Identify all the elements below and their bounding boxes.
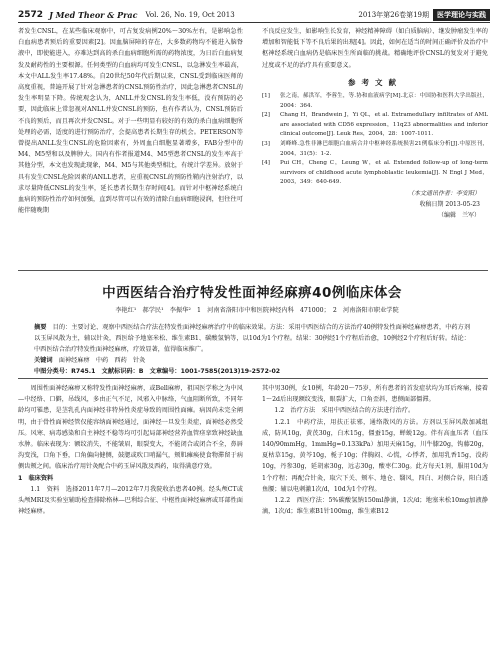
- reference-item: [4] Pui CH，Cheng C，Leung W，et al. Extended follow-up of long-term survivors of childhood acute lymphoblastic leukemia[J]. N Engl J Med，2003，349：640-649.: [262, 160, 488, 186]
- section-heading: 1 临床资料: [18, 474, 54, 482]
- article-authors: 李艳红¹ 郝学民¹ 李振华² 1 河南省洛阳市中和医院神经内科 471000； 2 河南洛阳市职业学院: [115, 307, 399, 314]
- abstract-block: [34, 322, 470, 377]
- references-heading: 参考文献: [348, 77, 402, 87]
- body-paragraph: 者发生CNSL，在某些临床观察中，可占复发病例20%～30%左右，是影响急性白血病患者预后的重要因素[2]。因血脑屏障的存在，大多数药物均不能进入脑脊液中，即使能进入，亦难达到高的杀白血病细胞所需的药物浓度，为日后白血病复发及耐药性的主要根源。任何类型的白血病均可发生CNSL，以急淋发生率最高，本文中ALL发生率17.48%。自20世纪50年代后期以来，CNSL受到临床医师的高度重视，普遍开展了针对急淋患者的CNSL预防性治疗，因此急淋患者CNSL的发生率明显下降。传统观念认为，ANLL并发CNSL的发生率低，没有预防的必要，因此临床上常忽视对ANLL并发CNSL的预防，也有作者认为，CNSL预防后不良的预后，而且再次并发CNSL。对于一些明显有较好的有效的杀白血病细胞所处理的必需，适度的进行预防治疗，会提高患者长期生存的机会。PETERSON等曾提出ANLL发生CNSL的危险因素有，外周血白细胞显著增多，FAB分型中的M4、M5型和以及脾肿大。国内有作者报道M4、M5型患者CNSL的发生率高于其他分型，本文也发现此现象，M4、M5与其他类型相比，有统计学差异。放射于具有发生CNSL危险因素的ANLL患者，应重视CNSL的预防性鞘内注射治疗，以求尽量降低CNSL的发生率，延长患者长期生存时间[4]。而针对中枢神经系统白血病的预防性治疗如何加强，直到尽管可以有效的清除白血病细胞浸润，但往往可能伴随晚期: [18, 28, 243, 215]
- body-paragraph: 1.2.1 中药疗法，用扶正祛邪，通络散风的方法。方剂以玉屏风散加减组成，防风10g，黄芪30g，白术15g，僵蚕15g，蝉蜕12g。伴有高血压者（血压140/90mmHg，1mmHg=0.133kPa）加用天麻15g，川牛膝20g，钩藤20g，夏枯草15g，黄芩10g，栀子10g；伴胸闷、心慌，心悸者，加用乳香15g，没药10g，丹参30g，延胡索30g，远志30g，酸枣仁30g。此方每天1剂，服用10d为1个疗程；再配合针灸，取穴下关、颊车、地仓、翳风，四白、对侧合谷，阳白透鱼腰；辅以电刺激1次/d，10d为1个疗程。: [262, 418, 488, 493]
- abstract-body: 目的：主要讨论、观察中西医结合疗法在特发性面神经麻痹治疗中的临床效果。方法：采用中西医结合的方法治疗40例特发性面神经麻痹患者，中药方剂以玉屏风散为主，辅以针灸，西医给予地塞米松、维生素B1、碳酸氢钠等，以10d为1个疗程。结果：30例经1个疗程后治愈，10例经2个疗程后好转。结论：中西医结合治疗特发性面神经麻痹，疗效显著，值得临床推广。: [34, 324, 471, 353]
- running-header: [18, 8, 490, 23]
- body-paragraph: 1.2.2 西医疗法：5%碳酸氢钠150ml静滴，1次/d；地塞米松10mg加液静滴，1次/d；维生素B1针100mg，维生素B12: [262, 497, 488, 516]
- journal-section-badge: 医学理论与实践: [433, 9, 490, 21]
- abstract-text: [34, 322, 470, 355]
- abstract-label: 摘要: [34, 324, 47, 331]
- page-number: 2572: [18, 10, 44, 20]
- prev-article-right-column: [262, 26, 488, 221]
- keywords-label: 关键词: [34, 357, 53, 364]
- editor-name: （编辑 兰军）: [437, 211, 480, 219]
- journal-name: J Med Theor & Prac: [49, 10, 138, 20]
- reference-item: [1] 张之南，郝洪军，李蓉生，等.协和血液病学[M].北京：中国协和医科大学出版社，2004：364.: [262, 93, 488, 109]
- body-paragraph: 不良反应发生，如影响生长发育，神经精神障碍（如白质脑病）、继发肿瘤发生率的增加和智能低下等不良后果的出现[4]。因此，如何在适当的时间正确评价及治疗中枢神经系统白血病仍是临床医生所面临的挑战。精确地评价CNSL的复发对于避免过度或不足的治疗具有重要意义。: [262, 28, 488, 69]
- journal-issue-cn: 2013年第26卷第19期: [358, 11, 429, 19]
- keywords: 面神经麻痹 中药 西药 针灸: [58, 357, 146, 364]
- classification-line: 中图分类号：R745.1 文献标识码：B 文章编号：1001-7585(2013)19-2572-02: [34, 368, 281, 375]
- keywords-line: [34, 355, 470, 366]
- abstract-rule: [18, 378, 488, 379]
- received-date: 收稿日期 2013-05-23: [419, 200, 480, 208]
- article-divider: [18, 270, 488, 271]
- journal-volume: Vol. 26, No. 19, Oct 2013: [145, 11, 235, 19]
- prev-article-left-column: [18, 26, 243, 216]
- article-right-column: [262, 383, 488, 517]
- body-paragraph: 1.2 治疗方法 采用中西医结合的方法进行治疗。: [274, 407, 415, 415]
- reference-item: [2] Chang H，Brandwein J，Yi QL，et al. Extramedullary infiltrates of AML are associated with CD56 expression，11q23 abnormalities and inferior clinical outcome[J]. Leuk Res，2004，28：1007-1011.: [262, 112, 488, 138]
- article-left-column: [18, 383, 243, 517]
- reference-item: [3] 刘峰峰.急性非淋巴细胞白血病合并中枢神经系统损害21例临床分析[J].中原医刊，2004，31(5)：1-2.: [262, 140, 488, 157]
- body-paragraph: 1.1 资料 选择2011年7月—2012年7月我院收治患者40例。经头颅CT或头颅MRI及实验室辅助检查排除格林—巴利综合征、中枢性面神经麻痹或耳部性面神经麻痹。: [18, 485, 243, 516]
- body-paragraph: 其中男30例，女10例，年龄20～75岁，所有患者的首发症状均为耳后疼痛，接着1～2d后出现额纹变浅，眼裂扩大，口角歪斜，患侧面部僵滞。: [262, 385, 488, 404]
- corresponding-author: （本文通讯作者：李安阳）: [407, 189, 480, 197]
- article-title: 中西医结合治疗特发性面神经麻痹40例临床体会: [102, 285, 402, 301]
- body-paragraph: 周围性面神经麻痹又称特发性面神经麻痹，或Bell麻痹，祖国医学称之为中风—中经络、口僻，吊线风，多由正气不足，风邪入中脉络，气血阻断所致，不同年龄均可罹患，是茎乳孔内面神经非特异性炎症导致的周围性面瘫。病因尚未完全阐明，由于骨性面神经管仅能容纳面神经通过，面神经一旦发生炎症，面神经必然受压。风寒、病毒感染和自主神经不稳等均可引起局部神经营养血管痉挛致神经缺血水肿。临床表现为：额纹消失，不能皱眉，眼裂变大，不能闭合或闭合不全，鼻唇沟变浅，口角下垂，口角偏向健侧，鼓腮或吹口哨漏气，颊肌瘫痪使食物滞留于病侧齿颊之间。临床治疗用针灸配合中药玉屏风散及西药，取得满意疗效。: [18, 385, 243, 471]
